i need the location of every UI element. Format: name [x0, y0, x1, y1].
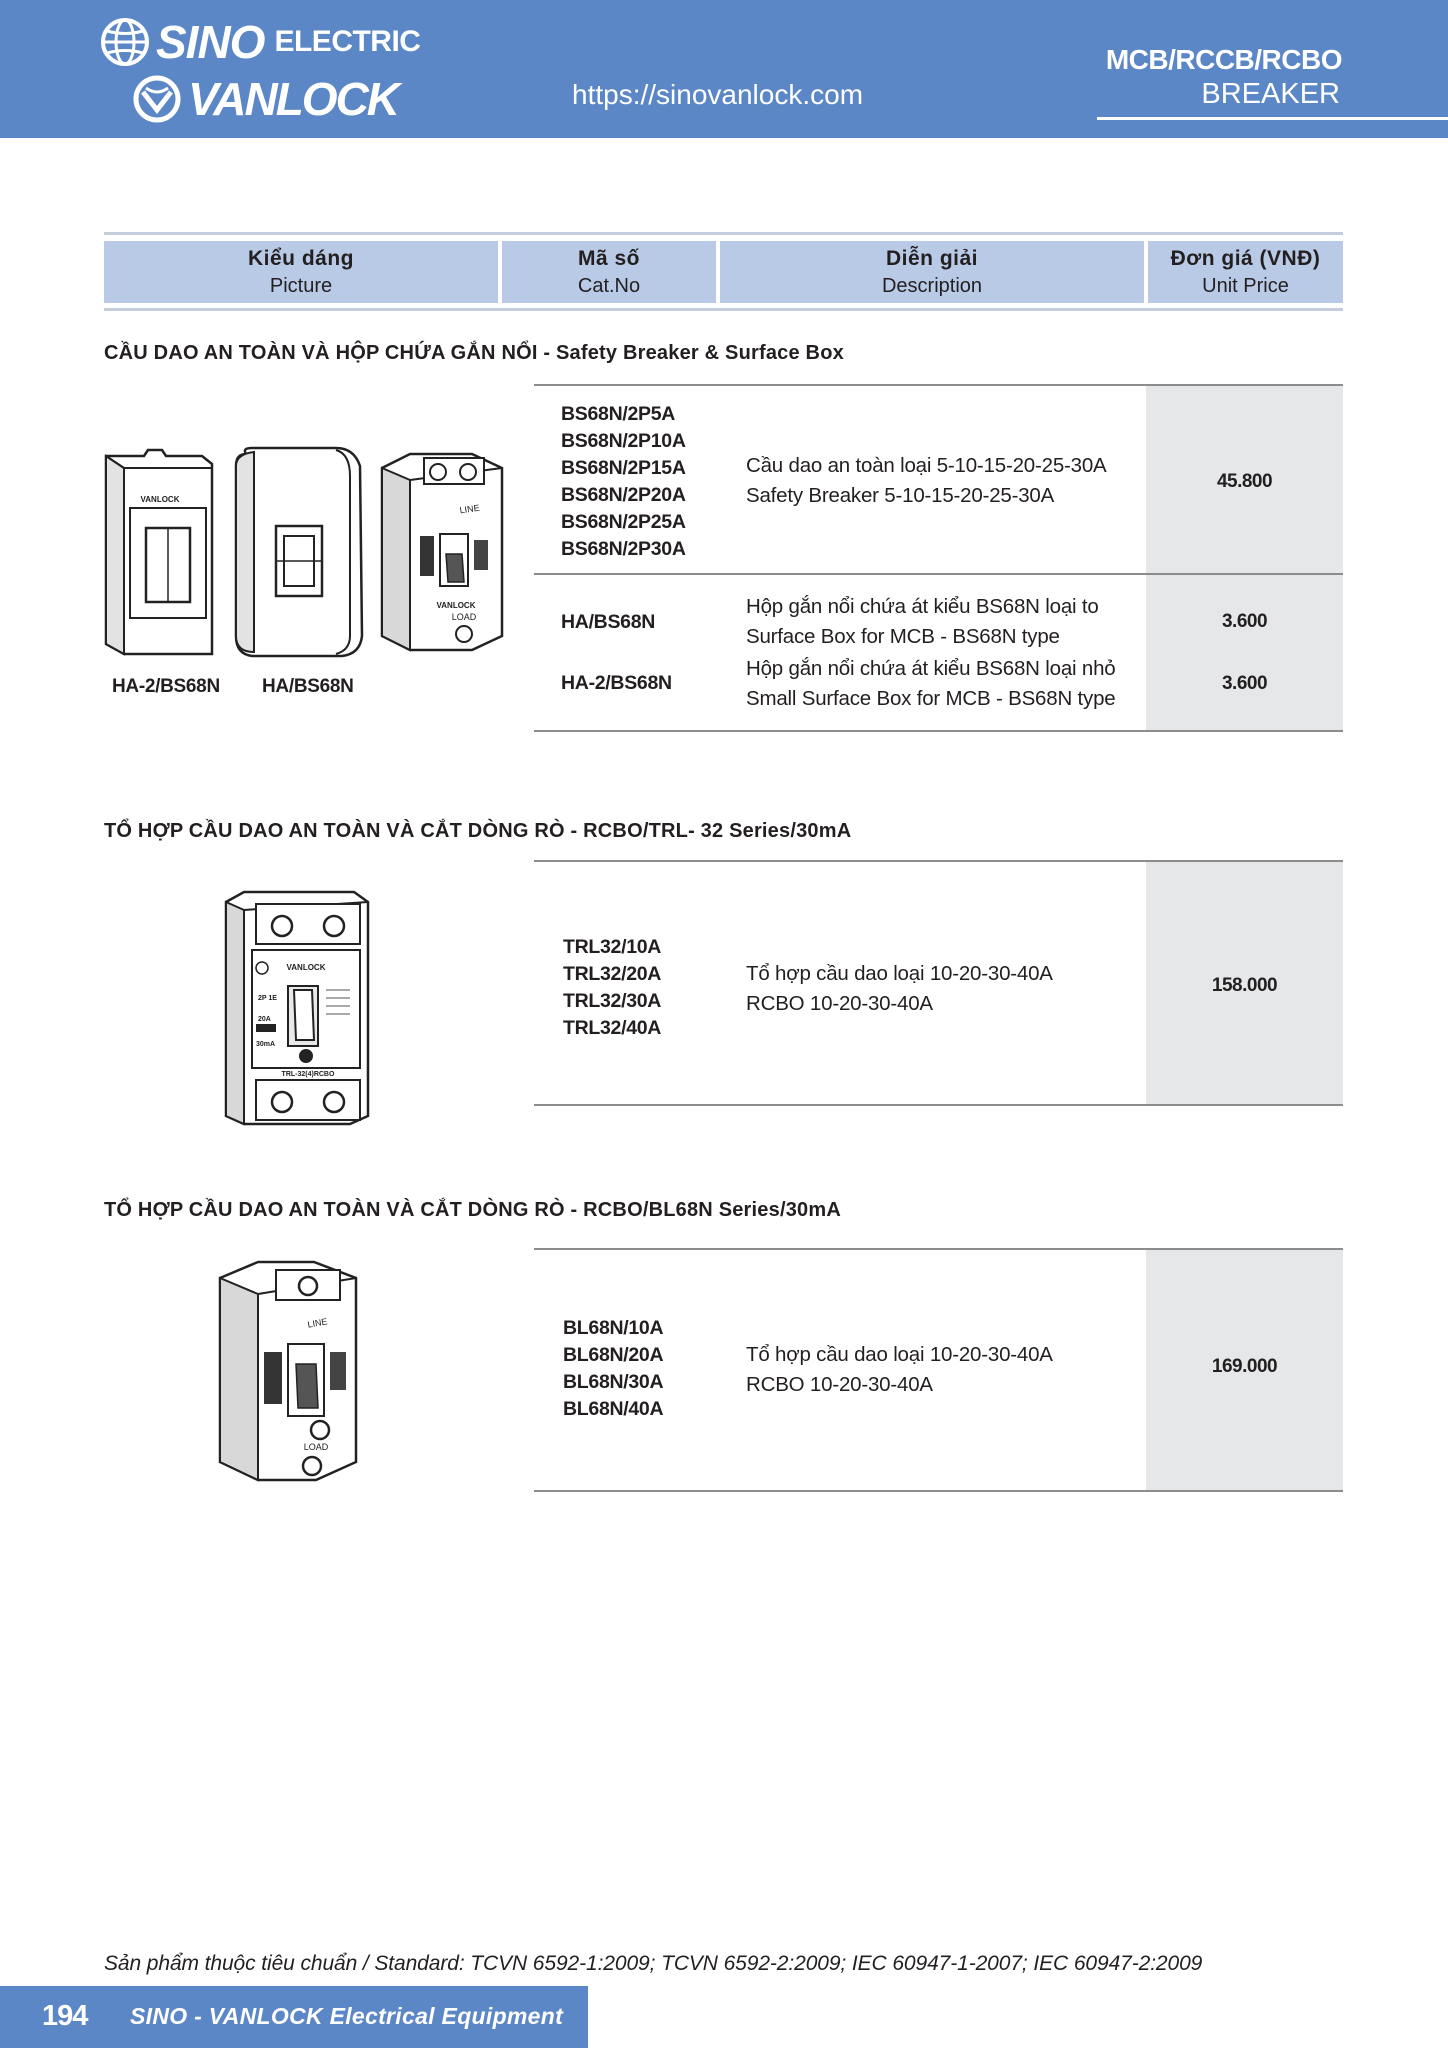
category-title: MCB/RCCB/RCBO: [1105, 44, 1342, 75]
catno-list: [563, 1315, 663, 1423]
description: [746, 959, 1053, 1019]
catno-list: [561, 670, 672, 697]
column-picture-vn: Kiểu dáng: [247, 247, 354, 270]
small-surface-box-image: [104, 448, 214, 662]
catno: TRL32/10A: [563, 936, 662, 958]
vanlock-mark: VANLOCK: [140, 495, 180, 504]
column-catno-en: Cat.No: [577, 275, 641, 297]
page-number: 194: [42, 2000, 88, 2032]
unit-price: 3.600: [1221, 611, 1268, 632]
catno-list: [561, 609, 655, 636]
trl-sensitivity-text: 30mA: [256, 1041, 276, 1048]
column-catno: [502, 241, 716, 303]
catno: BL68N/10A: [563, 1317, 664, 1339]
row-divider: [534, 384, 1343, 386]
catno: BS68N/2P15A: [561, 457, 686, 479]
description-en: RCBO 10-20-30-40A: [746, 1373, 933, 1396]
brand-electric: ELECTRIC: [274, 25, 421, 58]
column-description-vn: Diễn giải: [885, 247, 979, 270]
load-marking: LOAD: [451, 612, 477, 622]
catno-list: [563, 934, 661, 1042]
trl-poles-text: 2P 1E: [258, 995, 277, 1002]
description-en: Safety Breaker 5-10-15-20-25-30A: [746, 484, 1055, 507]
section-title-bl68n: TỔ HỢP CẦU DAO AN TOÀN VÀ CẮT DÒNG RÒ - RCBO/BL68N Series/30mA: [104, 1199, 841, 1221]
column-description-en: Description: [881, 275, 983, 297]
description-vn: Hộp gắn nổi chứa át kiểu BS68N loại nhỏ: [746, 657, 1116, 680]
description: [746, 654, 1116, 714]
header-bar: [0, 0, 1448, 138]
bl68n-rcbo-image: [216, 1260, 360, 1484]
description: [746, 451, 1107, 511]
catno: BL68N/40A: [563, 1398, 664, 1420]
catno: HA/BS68N: [561, 611, 656, 633]
header-rule-bottom: [104, 308, 1343, 311]
row-divider: [534, 1490, 1343, 1492]
unit-price: 169.000: [1211, 1356, 1278, 1377]
row-divider: [534, 860, 1343, 862]
catno: TRL32/40A: [563, 1017, 662, 1039]
description-vn: Tổ hợp cầu dao loại 10-20-30-40A: [746, 962, 1053, 985]
description-en: Surface Box for MCB - BS68N type: [746, 625, 1060, 648]
catno: BS68N/2P20A: [561, 484, 686, 506]
row-divider: [534, 730, 1343, 732]
picture-label-ha2: HA-2/BS68N: [112, 676, 220, 697]
catno: BS68N/2P25A: [561, 511, 686, 533]
column-picture-en: Picture: [269, 275, 333, 297]
column-unit-price-en: Unit Price: [1202, 275, 1289, 297]
line-marking: LINE: [458, 502, 481, 516]
unit-price: 3.600: [1221, 673, 1268, 694]
website-link[interactable]: https://sinovanlock.com: [572, 79, 864, 110]
sino-electric-logo: [100, 14, 420, 70]
vanlock-logo: [132, 72, 398, 126]
catno: BL68N/20A: [563, 1344, 664, 1366]
catno-list: [561, 401, 686, 563]
unit-price: 158.000: [1211, 975, 1278, 996]
brand-vanlock: VANLOCK: [188, 73, 399, 125]
column-picture: [104, 241, 498, 303]
row-divider: [534, 1104, 1343, 1106]
description-vn: Hộp gắn nổi chứa át kiểu BS68N loại to: [746, 595, 1099, 618]
header-rule-top: [104, 232, 1343, 235]
catno: TRL32/30A: [563, 990, 662, 1012]
description-en: Small Surface Box for MCB - BS68N type: [746, 687, 1116, 710]
description-en: RCBO 10-20-30-40A: [746, 992, 933, 1015]
catno: BS68N/2P10A: [561, 430, 686, 452]
section-title-safety-breaker: CẦU DAO AN TOÀN VÀ HỘP CHỨA GẮN NỔI - Safety Breaker & Surface Box: [104, 342, 844, 364]
category-subtitle: BREAKER: [1201, 78, 1340, 110]
table-column-header: [104, 232, 1343, 312]
column-unit-price-vn: Đơn giá (VNĐ): [1170, 247, 1321, 270]
line-marking: LINE: [306, 1316, 329, 1330]
vanlock-mark: VANLOCK: [436, 601, 476, 610]
rating-plate: [420, 536, 434, 576]
section-title-trl32: TỔ HỢP CẦU DAO AN TOÀN VÀ CẮT DÒNG RÒ - RCBO/TRL- 32 Series/30mA: [104, 820, 852, 842]
column-catno-vn: Mã số: [577, 247, 640, 270]
standards-note: Sản phẩm thuộc tiêu chuẩn / Standard: TCVN 6592-1:2009; TCVN 6592-2:2009; IEC 60947-1-2007; IEC 60947-2:2009: [104, 1952, 1203, 1975]
load-marking: LOAD: [303, 1442, 329, 1452]
vanlock-emblem-icon: [132, 74, 182, 124]
trl32-rcbo-image: [222, 890, 372, 1126]
vanlock-mark: VANLOCK: [286, 963, 326, 972]
trl-model-text: TRL-32(4)RCBO: [281, 1071, 335, 1078]
description-vn: Cầu dao an toàn loại 5-10-15-20-25-30A: [746, 454, 1107, 477]
unit-price: 45.800: [1216, 471, 1273, 492]
column-description: [720, 241, 1144, 303]
description-vn: Tổ hợp cầu dao loại 10-20-30-40A: [746, 1343, 1053, 1366]
picture-label-ha: HA/BS68N: [262, 676, 354, 697]
row-divider: [534, 1248, 1343, 1250]
row-divider: [534, 573, 1343, 575]
brand-sino: SINO: [156, 16, 265, 68]
surface-box-image: [232, 446, 364, 660]
trl-current-text: 20A: [258, 1016, 271, 1023]
column-unit-price: [1148, 241, 1343, 303]
category-underline: [1097, 117, 1448, 120]
description: [746, 592, 1099, 652]
catno: BS68N/2P5A: [561, 403, 676, 425]
catno: TRL32/20A: [563, 963, 662, 985]
catno: BS68N/2P30A: [561, 538, 686, 560]
footer-title: SINO - VANLOCK Electrical Equipment: [130, 2003, 564, 2029]
catno: HA-2/BS68N: [561, 672, 672, 694]
description: [746, 1340, 1053, 1400]
globe-icon: [100, 17, 150, 67]
catno: BL68N/30A: [563, 1371, 664, 1393]
safety-breaker-image: [380, 450, 506, 654]
